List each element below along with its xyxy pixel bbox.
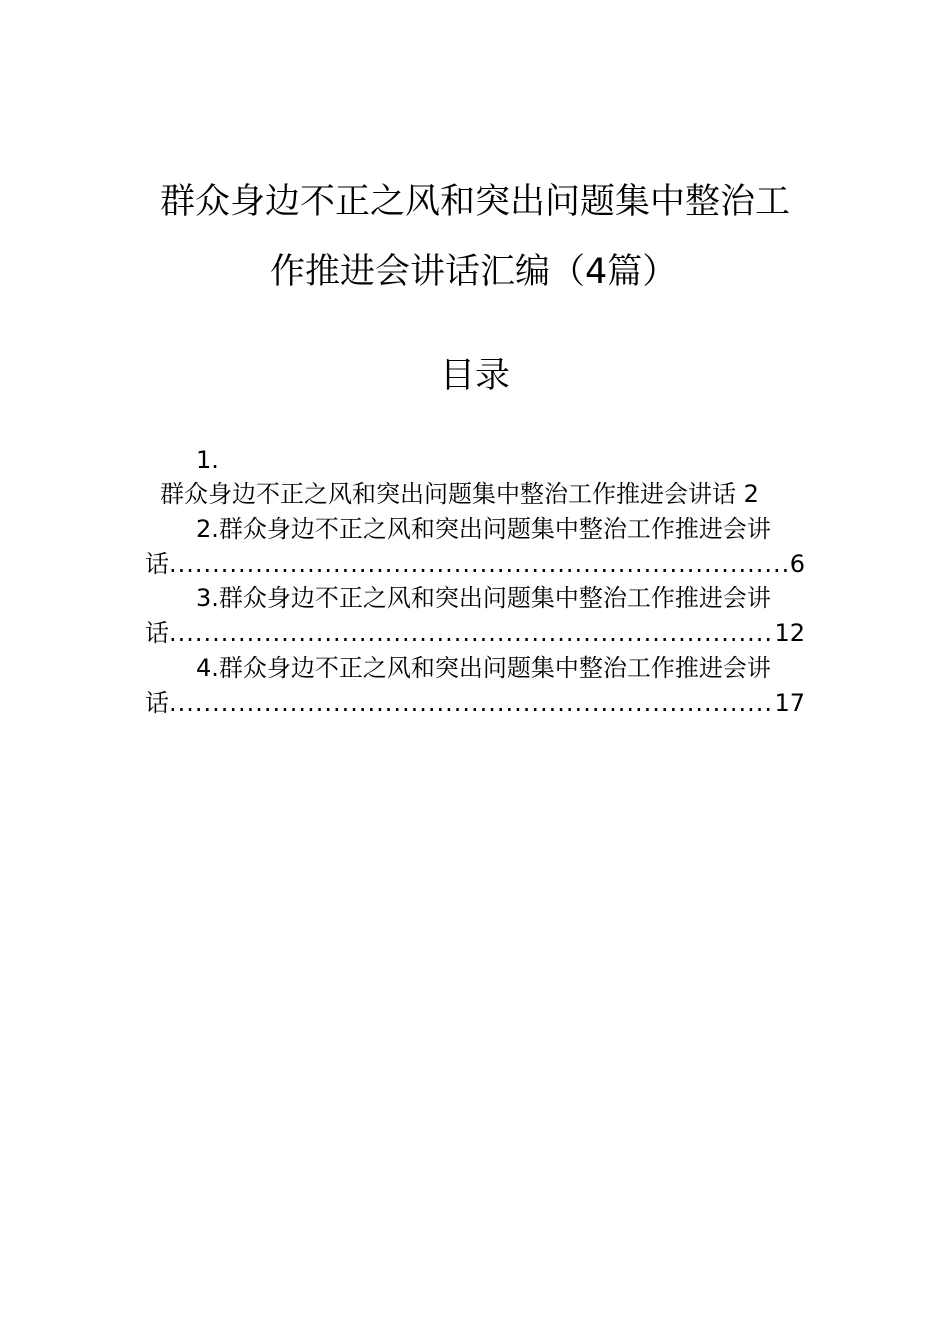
toc-entry-2-dot-leader bbox=[169, 548, 790, 580]
toc-entry-4-title-line-1[interactable]: 4.群众身边不正之风和突出问题集中整治工作推进会讲 bbox=[196, 654, 771, 682]
toc-entry-3-dot-leader bbox=[169, 617, 774, 649]
toc-heading: 目录 bbox=[439, 356, 510, 396]
toc-entry-2-page: 6 bbox=[789, 550, 805, 578]
toc-entry-4-dot-leader bbox=[169, 687, 774, 719]
toc-entry-3-title-line-2: 话 bbox=[145, 619, 169, 647]
toc-entry-4-line-2[interactable] bbox=[145, 687, 805, 719]
toc-entry-3-page: 12 bbox=[774, 619, 805, 647]
document-title-line-1: 群众身边不正之风和突出问题集中整治工 bbox=[160, 182, 791, 222]
document-title-line-2: 作推进会讲话汇编（4篇） bbox=[270, 252, 678, 292]
toc-entry-4-page: 17 bbox=[774, 689, 805, 717]
toc-entry-1-title[interactable] bbox=[160, 478, 759, 510]
toc-entry-1-title-text: 群众身边不正之风和突出问题集中整治工作推进会讲话 bbox=[160, 480, 736, 508]
toc-entry-2-title-line-1[interactable]: 2.群众身边不正之风和突出问题集中整治工作推进会讲 bbox=[196, 515, 771, 543]
toc-entry-2-line-2[interactable] bbox=[145, 548, 805, 580]
toc-entry-1-number[interactable]: 1. bbox=[196, 446, 219, 474]
toc-entry-1-page: 2 bbox=[743, 480, 759, 508]
toc-entry-2-title-line-2: 话 bbox=[145, 550, 169, 578]
toc-entry-3-title-line-1[interactable]: 3.群众身边不正之风和突出问题集中整治工作推进会讲 bbox=[196, 584, 771, 612]
toc-entry-3-line-2[interactable] bbox=[145, 617, 805, 649]
toc-entry-4-title-line-2: 话 bbox=[145, 689, 169, 717]
